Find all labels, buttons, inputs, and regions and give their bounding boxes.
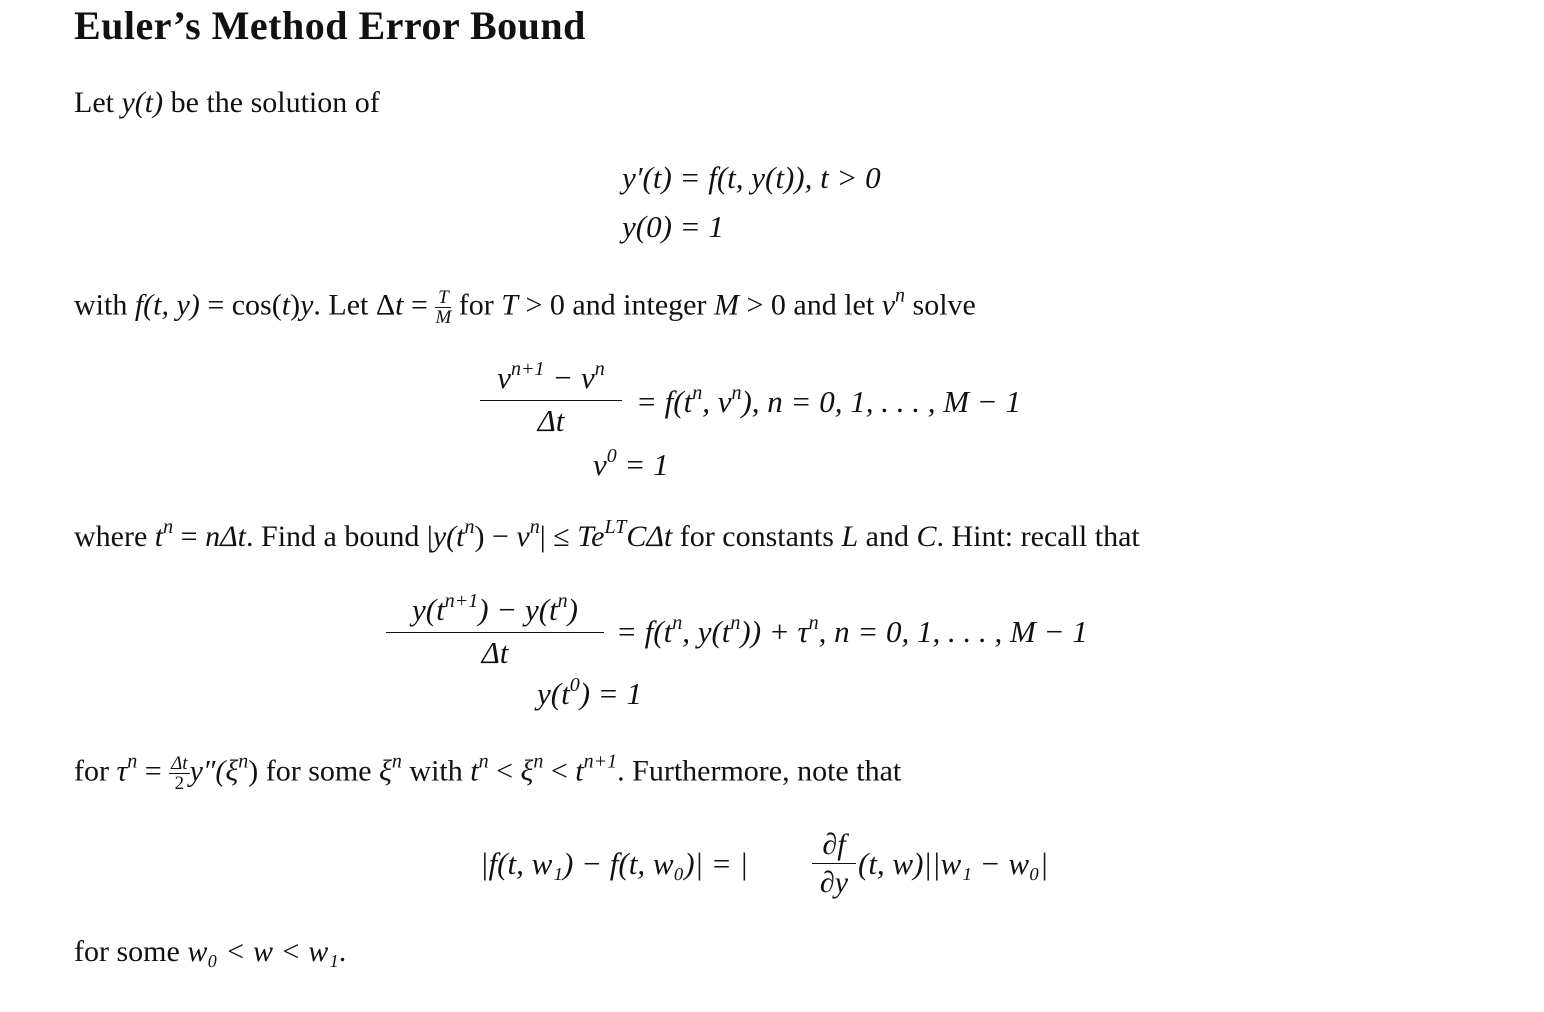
mean-value-rhs: (t, w)||w₁ − w₀| <box>858 846 1049 881</box>
step-size-fraction: $\frac{T}{M}$ <box>435 287 452 328</box>
scheme-numerator: $v^{n+1} - v^n$ <box>480 360 622 401</box>
truncation-denominator: Δt <box>481 635 509 670</box>
scheme-fraction <box>480 360 622 439</box>
partial-derivative-fraction: $\frac{\partial f}{\partial y}$ <box>812 828 856 900</box>
page-title: Euler’s Method Error Bound <box>74 3 586 48</box>
truncation-fraction <box>386 592 604 671</box>
ode-equation: y′(t) = f(t, y(t)), t > 0 <box>622 160 881 195</box>
truncation-term-paragraph: for $\tau^n$ = $\frac{\Delta t}{2}$ $y''(\xi^n)$ for some $\xi^n$ with $t^n < \xi^n < t^{n+1}$. Furthermore, note that <box>74 750 902 794</box>
task-paragraph: where $t^n = n\Delta t$. Find a bound $|y(t^n) - v^n| \le Te^{LT}C\Delta t$ for constants L and C. Hint: recall that <box>74 516 1140 553</box>
intro-paragraph: Let y(t) be the solution of <box>74 86 380 119</box>
scheme-denominator: Δt <box>537 403 565 438</box>
closing-paragraph: for some w₀ < w < w₁. <box>74 935 347 968</box>
scheme-rhs: = $f(t^n$, $v^n$), n = 0, 1, . . . , M − 1 <box>636 382 1021 419</box>
scheme-initial-condition: $v^0 = 1$ <box>593 445 669 482</box>
truncation-numerator: $y(t^{n+1}) - y(t^n)$ <box>386 592 604 633</box>
problem-setup-paragraph: with f(t, y) = cos(t)y. Let Δt = $\frac{T}{M}$ for T > 0 and integer M > 0 and let $v^n$ solve <box>74 284 976 328</box>
half-step-fraction: $\frac{\Delta t}{2}$ <box>171 753 188 794</box>
initial-condition: y(0) = 1 <box>622 209 724 244</box>
truncation-rhs: = $f(t^n$, $y(t^n)) + \tau^n$, n = 0, 1, . . . , M − 1 <box>616 612 1088 649</box>
mean-value-lhs: |f(t, w₁) − f(t, w₀)| = | <box>480 846 749 881</box>
truncation-initial-condition: $y(t^0) = 1$ <box>537 674 642 711</box>
